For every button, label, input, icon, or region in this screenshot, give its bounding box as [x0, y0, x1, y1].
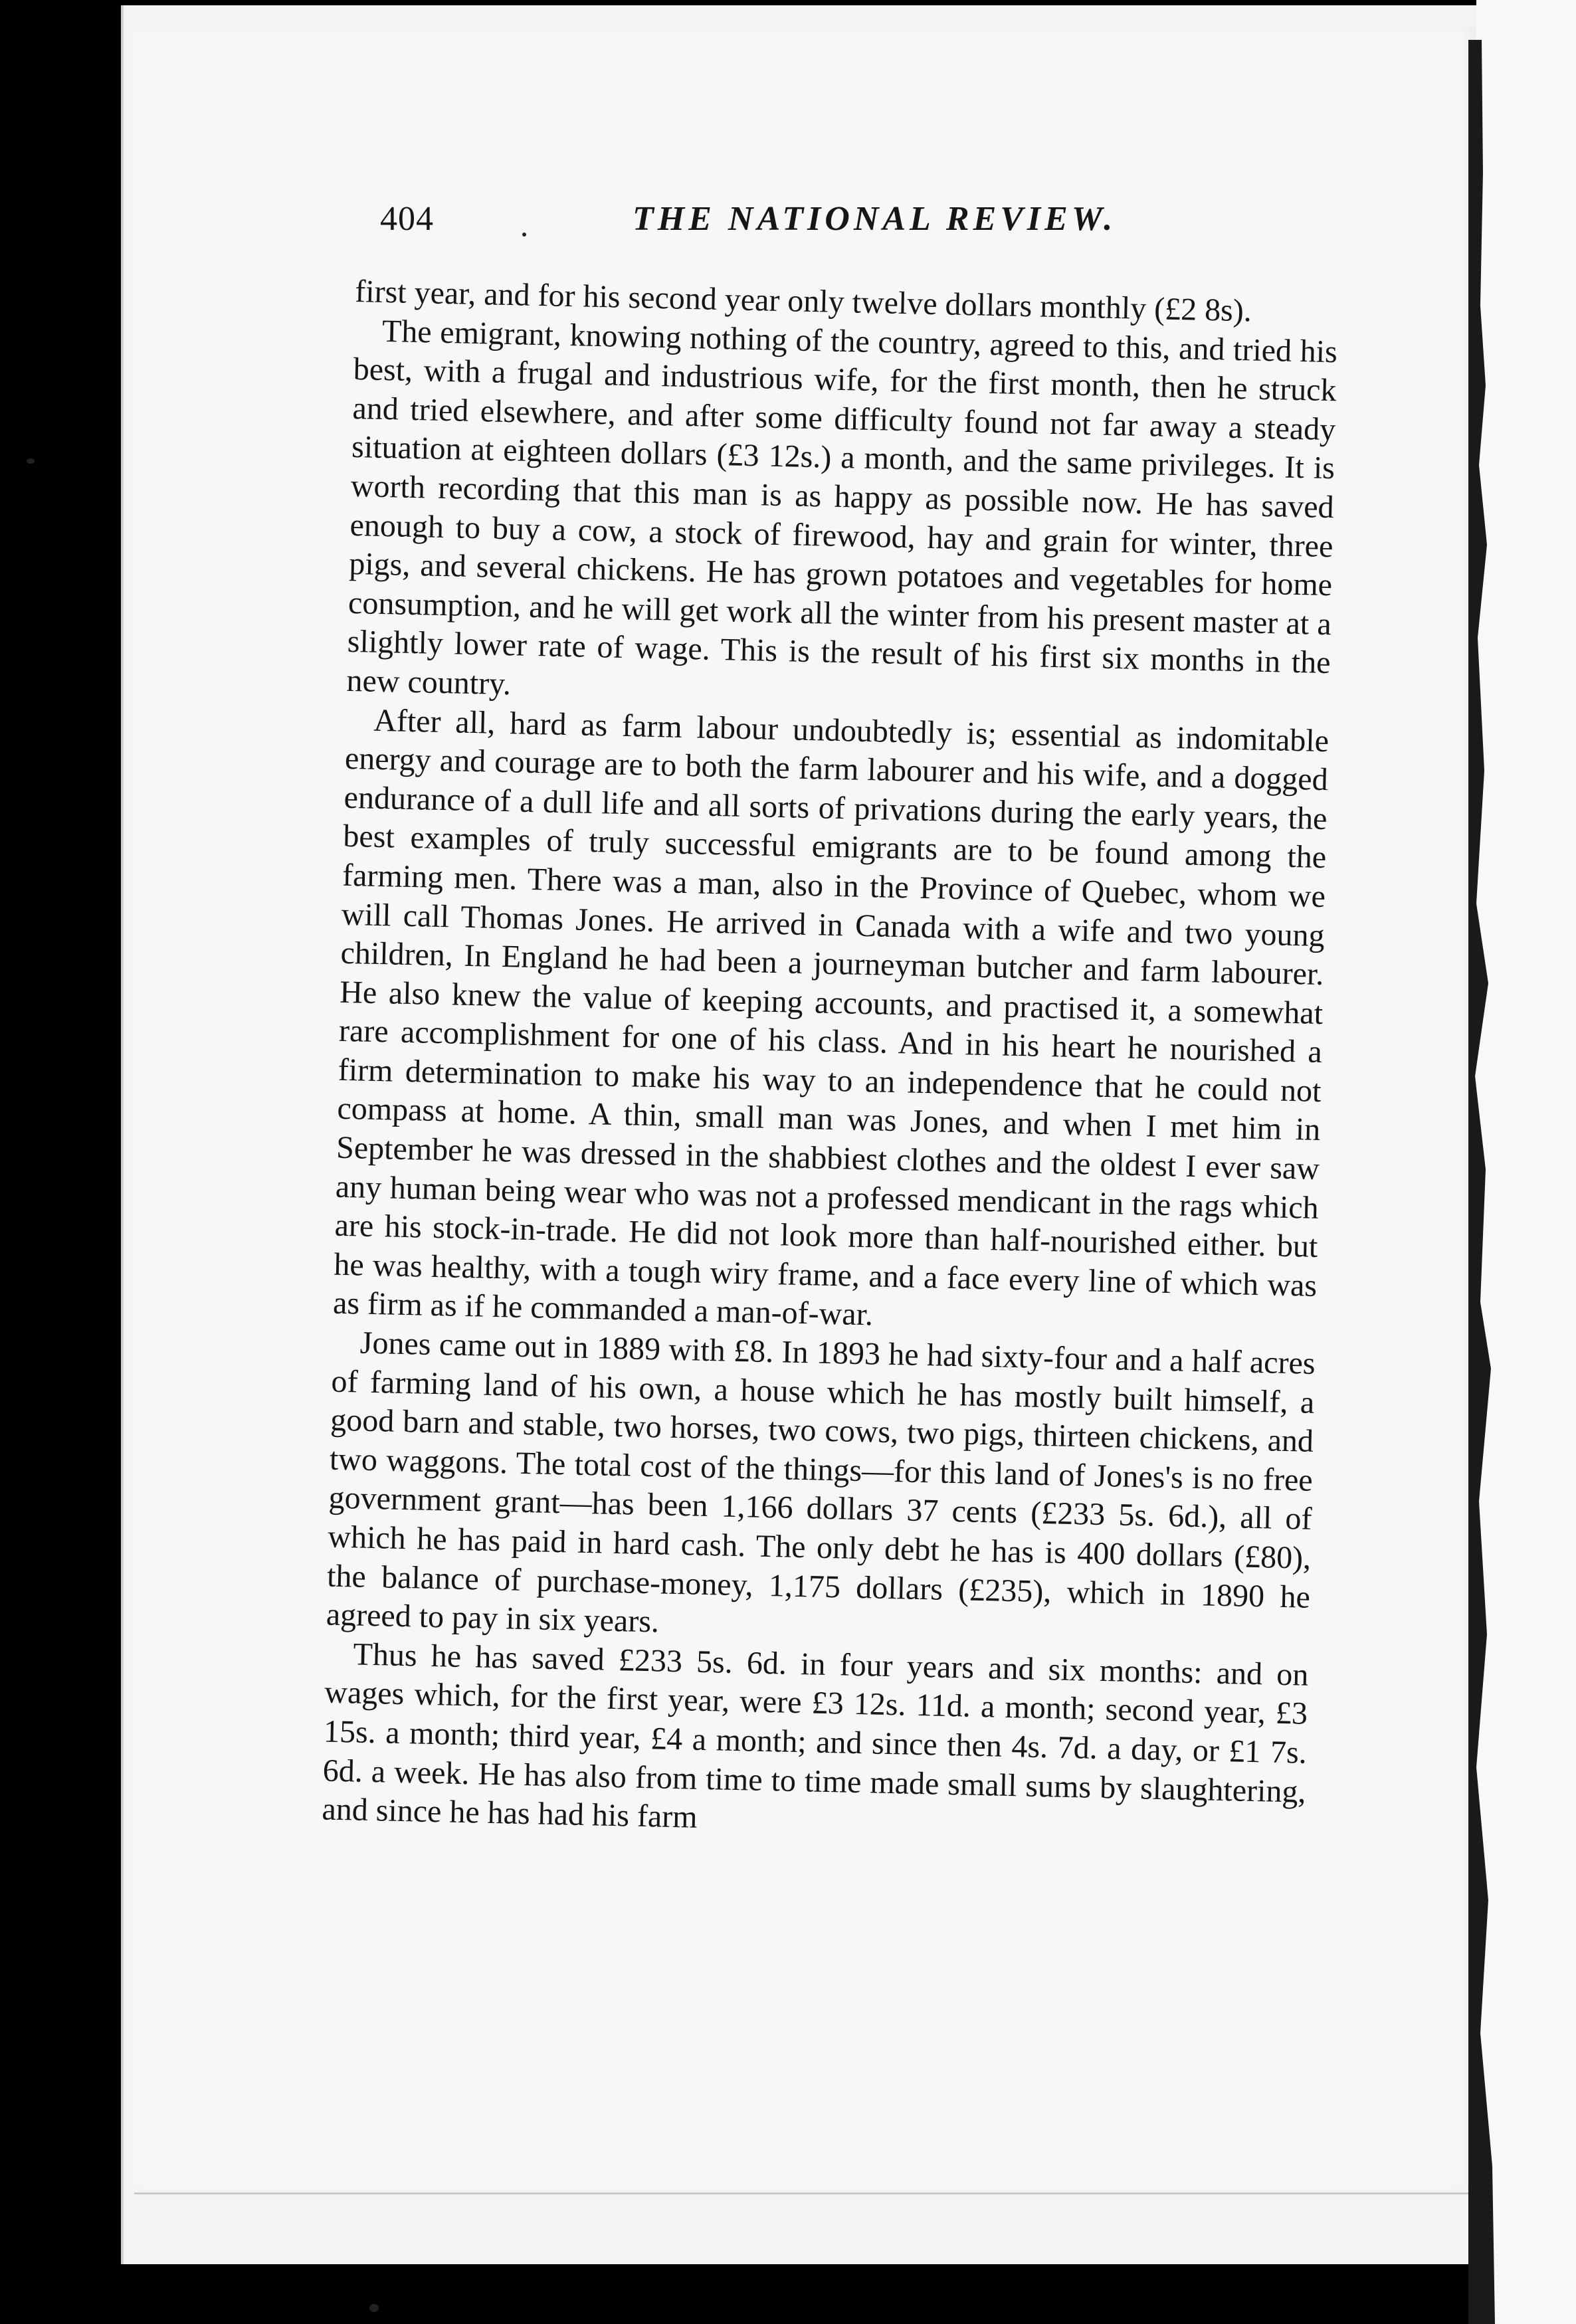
paragraph: After all, hard as farm labour undoubtedly is; essential as indomitable energy and courage are to both the farm labourer and his wife, and a dogged endurance of a dull life and all sorts of privations during the early years, the best examples of truly successful emigrants are to be found among the farming men. There was a man, also in the Province of Quebec, whom we will call Thomas Jones. He arrived in Canada with a wife and two young children, In England he had been a journeyman butcher and farm labourer. He also knew the value of keeping accounts, and practised it, a somewhat rare accomplishment for one of his class. And in his heart he nourished a firm determination to make his way to an independence that he could not compass at home. A thin, small man was Jones, and when I met him in September he was dressed in the shabbiest clothes and the oldest I ever saw any human being wear who was not a professed mendicant in the rags which are his stock-in-trade. He did not look more than half-nourished either. but he was healthy, with a tough wiry frame, and a face every line of which was as firm as if he commanded a man-of-war.: [332, 702, 1330, 1333]
torn-page-edge: [1468, 40, 1495, 2324]
page-number: 404: [380, 200, 434, 238]
paragraph: first year, and for his second year only twelve dollars monthly (£2 8s).: [354, 273, 1252, 329]
page-header: [380, 199, 1337, 246]
ink-speck: [369, 2304, 379, 2312]
article-body: [322, 272, 1339, 1850]
running-head: THE NATIONAL REVIEW.: [633, 200, 1117, 238]
paragraph: Jones came out in 1889 with £8. In 1893 he had sixty-four and a half acres of farming land of his own, a house which he has mostly built himself, a good barn and stable, two horses, two cows, two pigs, thirteen chickens, and two waggons. The total cost of the things—for this land of Jones's is no free government grant—has been 1,166 dollars 37 cents (£233 5s. 6d.), all of which he has paid in hard cash. The only debt he has is 400 dollars (£80), the balance of purchase-money, 1,175 dollars (£235), which in 1890 he agreed to pay in six years.: [326, 1325, 1316, 1640]
paragraph: The emigrant, knowing nothing of the country, agreed to this, and tried his best, with a frugal and industrious wife, for the first month, then he struck and tried elsewhere, and after some difficulty found not far away a steady situation at eighteen dollars (£3 12s.) a month, and the same privileges. It is worth recording that this man is as happy as possible now. He has saved enough to buy a cow, a stock of firewood, hay and grain for winter, three pigs, and several chickens. He has grown potatoes and vegetables for home consumption, and he will get work all the winter from his present master at a slightly lower rate of wage. This is the result of his first six months in the new country.: [346, 313, 1338, 702]
ink-speck: [27, 458, 35, 464]
paragraph: Thus he has saved £233 5s. 6d. in four years and six months: and on wages which, for the first year, were £3 12s. 11d. a month; second year, £3 15s. a month; third year, £4 a month; and since then 4s. 7d. a day, or £1 7s. 6d. a week. He has also from time to time made small sums by slaughtering, and since he has had his farm: [321, 1636, 1309, 1835]
